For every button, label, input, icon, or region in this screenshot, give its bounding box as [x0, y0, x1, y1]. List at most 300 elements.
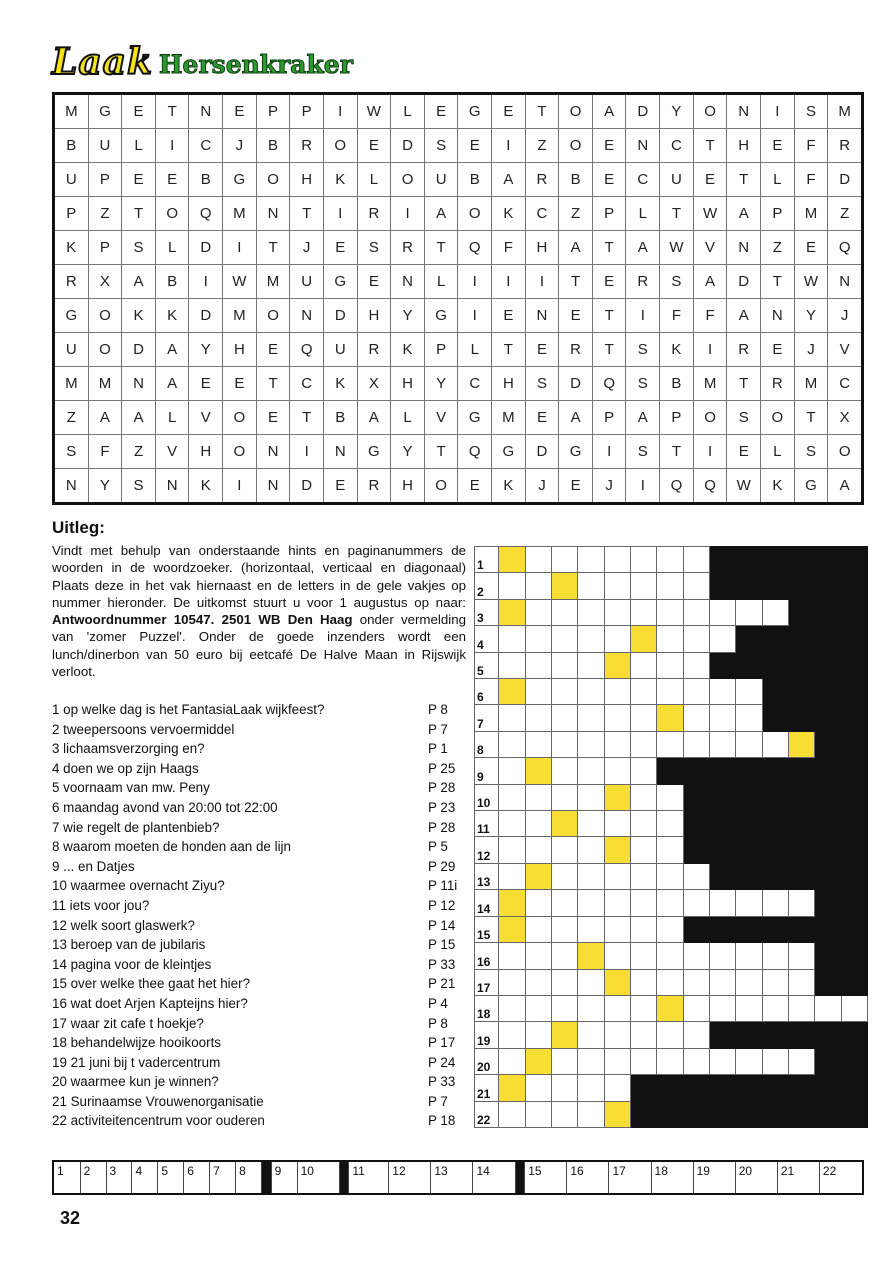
- word-search-cell[interactable]: E: [458, 129, 492, 163]
- answer-cell[interactable]: [709, 995, 735, 1021]
- word-search-cell[interactable]: J: [525, 469, 559, 504]
- word-search-cell[interactable]: K: [492, 197, 526, 231]
- word-search-cell[interactable]: R: [828, 129, 863, 163]
- answer-cell[interactable]: [630, 916, 656, 942]
- answer-cell[interactable]: [525, 731, 551, 757]
- word-search-cell[interactable]: Z: [761, 231, 795, 265]
- answer-cell[interactable]: [525, 811, 551, 837]
- word-search-cell[interactable]: K: [660, 333, 694, 367]
- answer-cell[interactable]: [683, 626, 709, 652]
- answer-cell[interactable]: [525, 626, 551, 652]
- answer-cell[interactable]: [683, 1022, 709, 1048]
- answer-cell[interactable]: [788, 1048, 814, 1074]
- word-search-cell[interactable]: S: [794, 435, 828, 469]
- answer-cell[interactable]: [525, 837, 551, 863]
- word-search-cell[interactable]: N: [155, 469, 189, 504]
- word-search-cell[interactable]: E: [357, 265, 391, 299]
- word-search-cell[interactable]: H: [391, 367, 425, 401]
- word-search-cell[interactable]: C: [290, 367, 324, 401]
- solution-cell[interactable]: 11: [349, 1161, 389, 1194]
- yellow-answer-cell[interactable]: [788, 731, 814, 757]
- word-search-cell[interactable]: N: [323, 435, 357, 469]
- solution-cell[interactable]: 17: [609, 1161, 651, 1194]
- word-search-cell[interactable]: N: [727, 94, 761, 129]
- word-search-cell[interactable]: I: [626, 469, 660, 504]
- answer-cell[interactable]: [788, 995, 814, 1021]
- answer-cell[interactable]: [630, 679, 656, 705]
- word-search-cell[interactable]: S: [54, 435, 89, 469]
- word-search-cell[interactable]: A: [559, 401, 593, 435]
- word-search-cell[interactable]: I: [155, 129, 189, 163]
- solution-cell[interactable]: 20: [735, 1161, 777, 1194]
- word-search-cell[interactable]: A: [626, 231, 660, 265]
- word-search-cell[interactable]: P: [660, 401, 694, 435]
- answer-cell[interactable]: [736, 995, 762, 1021]
- answer-cell[interactable]: [630, 837, 656, 863]
- answer-cell[interactable]: [551, 1048, 577, 1074]
- answer-cell[interactable]: [499, 758, 525, 784]
- answer-cell[interactable]: [762, 890, 788, 916]
- answer-cell[interactable]: [551, 679, 577, 705]
- word-search-cell[interactable]: M: [54, 367, 89, 401]
- word-search-cell[interactable]: Z: [828, 197, 863, 231]
- word-search-cell[interactable]: M: [492, 401, 526, 435]
- word-search-cell[interactable]: A: [828, 469, 863, 504]
- word-search-cell[interactable]: R: [357, 197, 391, 231]
- answer-cell[interactable]: [657, 890, 683, 916]
- word-search-cell[interactable]: I: [290, 435, 324, 469]
- word-search-cell[interactable]: B: [559, 163, 593, 197]
- word-search-cell[interactable]: T: [155, 94, 189, 129]
- word-search-cell[interactable]: G: [492, 435, 526, 469]
- answer-cell[interactable]: [657, 731, 683, 757]
- answer-cell[interactable]: [788, 943, 814, 969]
- answer-cell[interactable]: [683, 573, 709, 599]
- word-search-cell[interactable]: B: [323, 401, 357, 435]
- word-search-cell[interactable]: L: [357, 163, 391, 197]
- word-search-cell[interactable]: C: [626, 163, 660, 197]
- answer-cell[interactable]: [499, 705, 525, 731]
- word-search-cell[interactable]: A: [592, 94, 626, 129]
- word-search-cell[interactable]: D: [122, 333, 156, 367]
- word-search-cell[interactable]: Z: [88, 197, 122, 231]
- answer-cell[interactable]: [525, 547, 551, 573]
- word-search-cell[interactable]: P: [256, 94, 290, 129]
- word-search-cell[interactable]: N: [54, 469, 89, 504]
- answer-cell[interactable]: [578, 705, 604, 731]
- word-search-cell[interactable]: E: [155, 163, 189, 197]
- word-search-cell[interactable]: R: [761, 367, 795, 401]
- answer-cell[interactable]: [630, 811, 656, 837]
- solution-cell[interactable]: 21: [777, 1161, 819, 1194]
- word-search-cell[interactable]: E: [492, 299, 526, 333]
- word-search-cell[interactable]: I: [626, 299, 660, 333]
- word-search-cell[interactable]: P: [424, 333, 458, 367]
- word-search-cell[interactable]: Q: [189, 197, 223, 231]
- answer-cell[interactable]: [604, 573, 630, 599]
- answer-cell[interactable]: [551, 863, 577, 889]
- answer-cell[interactable]: [630, 1048, 656, 1074]
- answer-cell[interactable]: [525, 1022, 551, 1048]
- answer-cell[interactable]: [736, 890, 762, 916]
- answer-cell[interactable]: [630, 731, 656, 757]
- solution-cell[interactable]: 1: [53, 1161, 80, 1194]
- word-search-cell[interactable]: A: [88, 401, 122, 435]
- word-search-cell[interactable]: O: [391, 163, 425, 197]
- answer-cell[interactable]: [709, 1048, 735, 1074]
- answer-cell[interactable]: [736, 679, 762, 705]
- word-search-cell[interactable]: H: [223, 333, 257, 367]
- answer-cell[interactable]: [551, 784, 577, 810]
- word-search-cell[interactable]: K: [323, 163, 357, 197]
- answer-cell[interactable]: [604, 863, 630, 889]
- word-search-cell[interactable]: K: [761, 469, 795, 504]
- word-search-cell[interactable]: P: [592, 401, 626, 435]
- word-search-cell[interactable]: E: [223, 94, 257, 129]
- answer-cell[interactable]: [604, 1022, 630, 1048]
- word-search-cell[interactable]: N: [761, 299, 795, 333]
- word-search-cell[interactable]: P: [592, 197, 626, 231]
- word-search-cell[interactable]: A: [626, 401, 660, 435]
- word-search-cell[interactable]: U: [290, 265, 324, 299]
- word-search-cell[interactable]: I: [323, 197, 357, 231]
- word-search-cell[interactable]: C: [525, 197, 559, 231]
- word-search-cell[interactable]: O: [256, 299, 290, 333]
- word-search-cell[interactable]: S: [626, 435, 660, 469]
- word-search-cell[interactable]: A: [155, 333, 189, 367]
- answer-cell[interactable]: [578, 1101, 604, 1127]
- answer-cell[interactable]: [657, 652, 683, 678]
- answer-cell[interactable]: [815, 995, 841, 1021]
- word-search-cell[interactable]: C: [458, 367, 492, 401]
- word-search-cell[interactable]: I: [391, 197, 425, 231]
- answer-cell[interactable]: [657, 837, 683, 863]
- word-search-cell[interactable]: U: [88, 129, 122, 163]
- word-search-cell[interactable]: T: [559, 265, 593, 299]
- word-search-cell[interactable]: N: [391, 265, 425, 299]
- answer-cell[interactable]: [630, 969, 656, 995]
- answer-cell[interactable]: [525, 1075, 551, 1101]
- answer-cell[interactable]: [683, 995, 709, 1021]
- word-search-cell[interactable]: T: [424, 231, 458, 265]
- answer-cell[interactable]: [709, 599, 735, 625]
- word-search-cell[interactable]: L: [122, 129, 156, 163]
- answer-cell[interactable]: [657, 626, 683, 652]
- word-search-cell[interactable]: A: [727, 197, 761, 231]
- answer-cell[interactable]: [525, 784, 551, 810]
- word-search-cell[interactable]: E: [458, 469, 492, 504]
- word-search-cell[interactable]: X: [357, 367, 391, 401]
- solution-cell[interactable]: 5: [158, 1161, 184, 1194]
- answer-cell[interactable]: [525, 705, 551, 731]
- word-search-cell[interactable]: D: [559, 367, 593, 401]
- word-search-cell[interactable]: M: [256, 265, 290, 299]
- answer-cell[interactable]: [499, 1022, 525, 1048]
- word-search-cell[interactable]: T: [794, 401, 828, 435]
- word-search-cell[interactable]: T: [727, 367, 761, 401]
- word-search-cell[interactable]: F: [660, 299, 694, 333]
- answer-cell[interactable]: [499, 731, 525, 757]
- answer-cell[interactable]: [604, 1048, 630, 1074]
- answer-cell[interactable]: [578, 1048, 604, 1074]
- word-search-cell[interactable]: I: [223, 469, 257, 504]
- word-search-cell[interactable]: L: [155, 231, 189, 265]
- word-search-cell[interactable]: R: [54, 265, 89, 299]
- word-search-cell[interactable]: E: [592, 265, 626, 299]
- word-search-cell[interactable]: I: [761, 94, 795, 129]
- word-search-cell[interactable]: D: [626, 94, 660, 129]
- word-search-cell[interactable]: S: [122, 469, 156, 504]
- word-search-cell[interactable]: L: [155, 401, 189, 435]
- answer-cell[interactable]: [683, 890, 709, 916]
- answer-cell[interactable]: [525, 573, 551, 599]
- word-search-cell[interactable]: G: [54, 299, 89, 333]
- solution-cell[interactable]: 22: [819, 1161, 863, 1194]
- yellow-answer-cell[interactable]: [499, 890, 525, 916]
- answer-cell[interactable]: [762, 943, 788, 969]
- word-search-cell[interactable]: B: [155, 265, 189, 299]
- yellow-answer-cell[interactable]: [657, 995, 683, 1021]
- solution-cell[interactable]: 6: [184, 1161, 210, 1194]
- word-search-cell[interactable]: C: [189, 129, 223, 163]
- word-search-cell[interactable]: Z: [559, 197, 593, 231]
- word-search-cell[interactable]: E: [592, 163, 626, 197]
- word-search-cell[interactable]: Y: [391, 299, 425, 333]
- word-search-cell[interactable]: R: [525, 163, 559, 197]
- word-search-cell[interactable]: T: [525, 94, 559, 129]
- word-search-cell[interactable]: X: [828, 401, 863, 435]
- answer-cell[interactable]: [551, 890, 577, 916]
- word-search-cell[interactable]: U: [54, 163, 89, 197]
- word-search-cell[interactable]: J: [223, 129, 257, 163]
- word-search-cell[interactable]: E: [727, 435, 761, 469]
- word-search-cell[interactable]: H: [357, 299, 391, 333]
- answer-cell[interactable]: [525, 916, 551, 942]
- answer-cell[interactable]: [578, 1022, 604, 1048]
- word-search-cell[interactable]: Q: [660, 469, 694, 504]
- answer-cell[interactable]: [683, 863, 709, 889]
- answer-cell[interactable]: [630, 1022, 656, 1048]
- word-search-cell[interactable]: O: [155, 197, 189, 231]
- word-search-cell[interactable]: U: [660, 163, 694, 197]
- yellow-answer-cell[interactable]: [604, 652, 630, 678]
- answer-cell[interactable]: [604, 811, 630, 837]
- answer-cell[interactable]: [709, 969, 735, 995]
- word-search-cell[interactable]: E: [492, 94, 526, 129]
- word-search-cell[interactable]: O: [559, 129, 593, 163]
- word-search-cell[interactable]: E: [693, 163, 727, 197]
- answer-cell[interactable]: [630, 573, 656, 599]
- answer-cell[interactable]: [657, 943, 683, 969]
- word-search-cell[interactable]: P: [54, 197, 89, 231]
- answer-cell[interactable]: [578, 969, 604, 995]
- answer-cell[interactable]: [499, 1101, 525, 1127]
- word-search-cell[interactable]: B: [54, 129, 89, 163]
- word-search-cell[interactable]: V: [693, 231, 727, 265]
- word-search-cell[interactable]: N: [525, 299, 559, 333]
- word-search-cell[interactable]: I: [693, 435, 727, 469]
- answer-cell[interactable]: [736, 1048, 762, 1074]
- answer-cell[interactable]: [630, 599, 656, 625]
- answer-cell[interactable]: [578, 916, 604, 942]
- answer-cell[interactable]: [578, 599, 604, 625]
- word-search-cell[interactable]: E: [761, 333, 795, 367]
- word-search-cell[interactable]: J: [828, 299, 863, 333]
- answer-cell[interactable]: [551, 731, 577, 757]
- word-search-cell[interactable]: O: [693, 401, 727, 435]
- yellow-answer-cell[interactable]: [630, 626, 656, 652]
- word-search-cell[interactable]: B: [189, 163, 223, 197]
- word-search-cell[interactable]: I: [492, 129, 526, 163]
- word-search-cell[interactable]: U: [323, 333, 357, 367]
- answer-cell[interactable]: [499, 837, 525, 863]
- solution-cell[interactable]: 7: [210, 1161, 236, 1194]
- answer-cell[interactable]: [551, 995, 577, 1021]
- word-search-cell[interactable]: G: [323, 265, 357, 299]
- word-search-cell[interactable]: L: [761, 163, 795, 197]
- word-search-cell[interactable]: N: [256, 469, 290, 504]
- answer-cell[interactable]: [525, 679, 551, 705]
- solution-cell[interactable]: 13: [431, 1161, 473, 1194]
- word-search-cell[interactable]: T: [122, 197, 156, 231]
- word-search-cell[interactable]: S: [660, 265, 694, 299]
- word-search-cell[interactable]: I: [458, 299, 492, 333]
- word-search-cell[interactable]: Q: [592, 367, 626, 401]
- word-search-cell[interactable]: O: [88, 299, 122, 333]
- word-search-cell[interactable]: S: [626, 333, 660, 367]
- word-search-cell[interactable]: T: [290, 197, 324, 231]
- word-search-cell[interactable]: R: [290, 129, 324, 163]
- word-search-cell[interactable]: N: [290, 299, 324, 333]
- solution-cell[interactable]: 2: [80, 1161, 106, 1194]
- solution-cell[interactable]: 4: [132, 1161, 158, 1194]
- word-search-cell[interactable]: M: [54, 94, 89, 129]
- answer-cell[interactable]: [578, 679, 604, 705]
- answer-cell[interactable]: [578, 811, 604, 837]
- answer-cell[interactable]: [525, 943, 551, 969]
- word-search-cell[interactable]: V: [828, 333, 863, 367]
- word-search-cell[interactable]: S: [122, 231, 156, 265]
- word-search-cell[interactable]: Z: [54, 401, 89, 435]
- word-search-cell[interactable]: U: [54, 333, 89, 367]
- answer-cell[interactable]: [630, 995, 656, 1021]
- answer-cell[interactable]: [657, 679, 683, 705]
- word-search-cell[interactable]: H: [290, 163, 324, 197]
- word-search-cell[interactable]: C: [828, 367, 863, 401]
- word-search-cell[interactable]: K: [492, 469, 526, 504]
- answer-cell[interactable]: [630, 863, 656, 889]
- word-search-cell[interactable]: M: [828, 94, 863, 129]
- word-search-cell[interactable]: I: [492, 265, 526, 299]
- answer-cell[interactable]: [657, 811, 683, 837]
- word-search-cell[interactable]: H: [525, 231, 559, 265]
- answer-cell[interactable]: [604, 1075, 630, 1101]
- answer-cell[interactable]: [657, 573, 683, 599]
- word-search-cell[interactable]: M: [223, 299, 257, 333]
- word-search-cell[interactable]: K: [155, 299, 189, 333]
- word-search-cell[interactable]: T: [492, 333, 526, 367]
- word-search-cell[interactable]: Y: [424, 367, 458, 401]
- word-search-cell[interactable]: O: [828, 435, 863, 469]
- word-search-cell[interactable]: R: [727, 333, 761, 367]
- word-search-cell[interactable]: Y: [88, 469, 122, 504]
- word-search-cell[interactable]: H: [189, 435, 223, 469]
- word-search-cell[interactable]: W: [727, 469, 761, 504]
- answer-cell[interactable]: [788, 890, 814, 916]
- word-search-cell[interactable]: Q: [458, 435, 492, 469]
- answer-cell[interactable]: [736, 731, 762, 757]
- word-search-cell[interactable]: A: [727, 299, 761, 333]
- word-search-cell[interactable]: J: [592, 469, 626, 504]
- yellow-answer-cell[interactable]: [604, 837, 630, 863]
- word-search-cell[interactable]: F: [88, 435, 122, 469]
- word-search-cell[interactable]: E: [223, 367, 257, 401]
- answer-cell[interactable]: [499, 995, 525, 1021]
- answer-cell[interactable]: [762, 599, 788, 625]
- word-search-cell[interactable]: A: [559, 231, 593, 265]
- yellow-answer-cell[interactable]: [604, 969, 630, 995]
- word-search-cell[interactable]: Y: [794, 299, 828, 333]
- word-search-cell[interactable]: H: [391, 469, 425, 504]
- word-search-cell[interactable]: I: [592, 435, 626, 469]
- word-search-cell[interactable]: Q: [693, 469, 727, 504]
- word-search-cell[interactable]: G: [357, 435, 391, 469]
- word-search-cell[interactable]: S: [727, 401, 761, 435]
- word-search-cell[interactable]: P: [761, 197, 795, 231]
- word-search-cell[interactable]: Z: [525, 129, 559, 163]
- word-search-cell[interactable]: J: [794, 333, 828, 367]
- answer-cell[interactable]: [551, 547, 577, 573]
- word-search-cell[interactable]: O: [693, 94, 727, 129]
- word-search-cell[interactable]: T: [761, 265, 795, 299]
- word-search-cell[interactable]: W: [223, 265, 257, 299]
- answer-cell[interactable]: [709, 679, 735, 705]
- answer-cell[interactable]: [499, 626, 525, 652]
- word-search-cell[interactable]: H: [727, 129, 761, 163]
- answer-cell[interactable]: [578, 863, 604, 889]
- word-search-cell[interactable]: A: [424, 197, 458, 231]
- answer-cell[interactable]: [551, 969, 577, 995]
- word-search-cell[interactable]: L: [458, 333, 492, 367]
- solution-cell[interactable]: 12: [389, 1161, 431, 1194]
- word-search-cell[interactable]: O: [424, 469, 458, 504]
- word-search-cell[interactable]: V: [155, 435, 189, 469]
- answer-cell[interactable]: [683, 679, 709, 705]
- solution-cell[interactable]: 18: [651, 1161, 693, 1194]
- word-search-cell[interactable]: O: [223, 435, 257, 469]
- word-search-cell[interactable]: R: [626, 265, 660, 299]
- word-search-cell[interactable]: G: [223, 163, 257, 197]
- word-search-cell[interactable]: N: [256, 435, 290, 469]
- word-search-cell[interactable]: B: [256, 129, 290, 163]
- word-search-cell[interactable]: M: [223, 197, 257, 231]
- word-search-cell[interactable]: U: [424, 163, 458, 197]
- word-search-cell[interactable]: G: [88, 94, 122, 129]
- word-search-cell[interactable]: G: [424, 299, 458, 333]
- word-search-cell[interactable]: N: [727, 231, 761, 265]
- answer-cell[interactable]: [499, 1048, 525, 1074]
- word-search-cell[interactable]: S: [525, 367, 559, 401]
- answer-cell[interactable]: [657, 784, 683, 810]
- word-search-cell[interactable]: E: [323, 231, 357, 265]
- word-search-cell[interactable]: F: [693, 299, 727, 333]
- word-search-cell[interactable]: T: [424, 435, 458, 469]
- answer-cell[interactable]: [578, 1075, 604, 1101]
- word-search-cell[interactable]: E: [525, 333, 559, 367]
- word-search-cell[interactable]: W: [357, 94, 391, 129]
- answer-cell[interactable]: [604, 626, 630, 652]
- word-search-cell[interactable]: Y: [660, 94, 694, 129]
